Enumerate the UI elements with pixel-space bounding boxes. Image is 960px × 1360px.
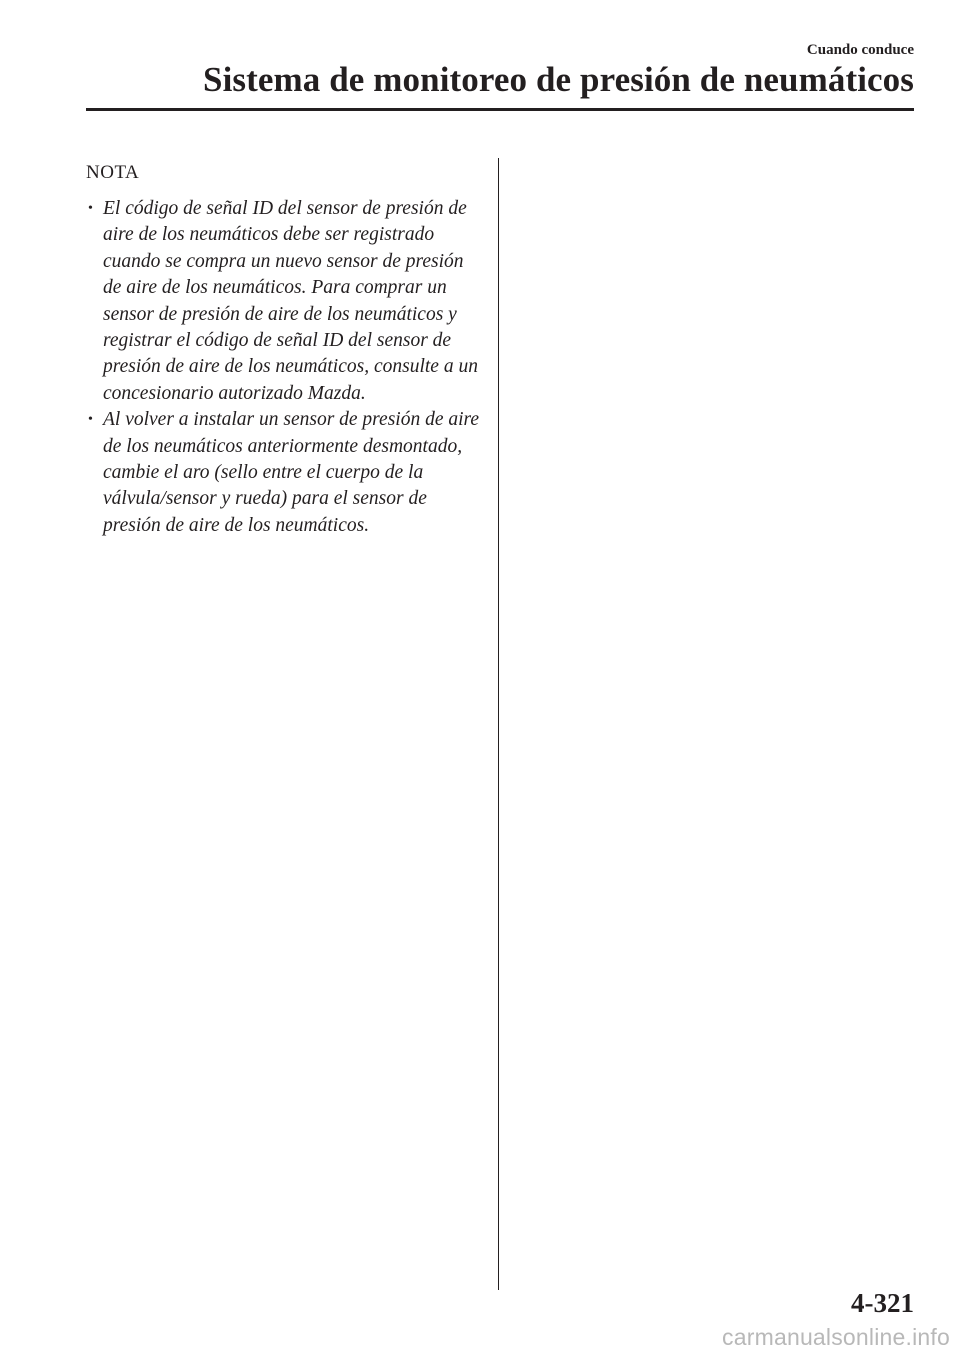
column-divider (498, 158, 499, 1290)
note-item-text: Al volver a instalar un sensor de presión de aire de los neumáticos anteriormente desmontado, cambie el aro (sello entre el cuerpo de la válvula/sensor y rueda) para el sensor de presión de aire de los neumáticos. (103, 409, 480, 536)
page-number: 4-321 (851, 1288, 914, 1318)
bullet-icon: • (88, 201, 93, 216)
note-heading: NOTA (86, 162, 140, 183)
note-list (86, 196, 486, 539)
note-item (86, 407, 486, 539)
bullet-icon: • (88, 412, 93, 428)
section-label: Cuando conduce (806, 42, 914, 58)
page-title: Sistema de monitoreo de presión de neumáticos (203, 60, 914, 99)
note-item-text: El código de señal ID del sensor de presión de aire de los neumáticos debe ser registrado cuando se compra un nuevo sensor de presión de aire de los neumáticos. Para comprar un sensor de presión de aire de los neumáticos y registrar el código de señal ID del sensor de presión de aire de los neumáticos, consulte a un concesionario autorizado Mazda. (103, 198, 478, 404)
watermark-link[interactable]: carmanualsonline.info (722, 1324, 950, 1350)
left-column (86, 160, 486, 539)
note-item (86, 196, 486, 407)
header-rule (86, 108, 914, 111)
